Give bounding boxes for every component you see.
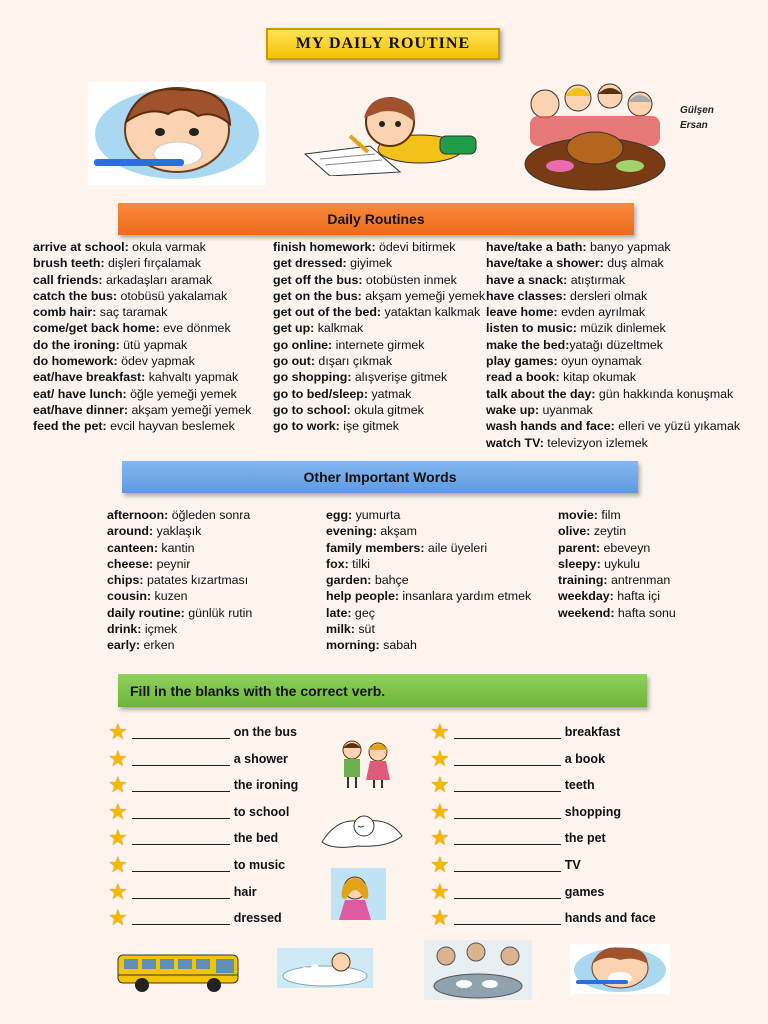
star-icon: ★ xyxy=(430,878,450,904)
brushing-teeth-small-image xyxy=(570,944,670,994)
vocab-english: drink: xyxy=(107,622,142,637)
other-words-column-3 xyxy=(558,507,676,621)
daily-routines-column-3 xyxy=(486,239,740,451)
answer-blank[interactable] xyxy=(454,805,561,819)
vocab-turkish: öğle yemeği yemek xyxy=(126,386,237,401)
daily-routines-column-2 xyxy=(273,239,485,435)
star-icon: ★ xyxy=(430,772,450,798)
vocab-row xyxy=(326,605,531,621)
vocab-english: weekday: xyxy=(558,589,614,604)
vocab-english: finish homework: xyxy=(273,240,376,254)
vocab-row xyxy=(326,540,531,556)
vocab-turkish: banyo yapmak xyxy=(586,240,671,254)
vocab-turkish: saç taramak xyxy=(96,305,168,320)
exercise-item xyxy=(430,798,621,824)
vocab-turkish: giyimek xyxy=(346,256,393,271)
vocab-turkish: otobüsten inmek xyxy=(362,272,457,287)
fill-blanks-banner xyxy=(118,674,647,707)
homework-boy-image xyxy=(300,94,480,176)
vocab-turkish: akşam yemeği yemek xyxy=(361,288,486,303)
vocab-row xyxy=(273,239,485,255)
vocab-row xyxy=(326,556,531,572)
vocab-english: afternoon: xyxy=(107,508,169,522)
vocab-english: cousin: xyxy=(107,589,152,604)
vocab-row xyxy=(558,572,676,588)
vocab-turkish: evcil hayvan beslemek xyxy=(106,419,235,434)
answer-blank[interactable] xyxy=(132,752,230,766)
exercise-phrase: the ironing xyxy=(233,778,299,793)
exercise-phrase: a book xyxy=(564,751,606,766)
exercise-item xyxy=(430,878,605,904)
exercise-phrase: shopping xyxy=(564,804,621,819)
vocab-english: go shopping: xyxy=(273,370,352,385)
vocab-turkish: müzik dinlemek xyxy=(576,321,666,336)
vocab-english: eat/ have lunch: xyxy=(33,386,127,401)
vocab-row xyxy=(107,507,252,523)
vocab-turkish: öğleden sonra xyxy=(168,508,251,522)
vocab-row xyxy=(486,255,740,271)
vocab-row xyxy=(273,353,485,369)
daily-routines-column-1 xyxy=(33,239,251,435)
answer-blank[interactable] xyxy=(454,885,561,899)
vocab-row xyxy=(273,369,485,385)
vocab-turkish: arkadaşları aramak xyxy=(102,272,213,287)
family-meal-image xyxy=(424,940,532,1000)
vocab-english: daily routine: xyxy=(107,605,185,620)
vocab-english: eat/have breakfast: xyxy=(33,370,146,385)
family-dinner-image xyxy=(520,82,670,194)
vocab-turkish: hafta içi xyxy=(613,589,660,604)
vocab-row xyxy=(107,556,252,572)
vocab-turkish: akşam xyxy=(376,524,417,539)
exercise-phrase: to music xyxy=(233,858,286,872)
school-bus-image xyxy=(116,951,242,993)
vocab-row xyxy=(486,386,740,402)
vocab-turkish: duş almak xyxy=(603,256,664,271)
daily-routines-heading: Daily Routines xyxy=(327,211,425,227)
vocab-row xyxy=(107,588,252,604)
vocab-english: milk: xyxy=(326,622,355,637)
vocab-english: catch the bus: xyxy=(33,288,117,303)
vocab-turkish: ödevi bitirmek xyxy=(375,240,456,254)
vocab-turkish: ödev yapmak xyxy=(117,354,195,369)
vocab-english: have/take a bath: xyxy=(486,240,587,254)
vocab-row xyxy=(486,337,740,353)
exercise-item xyxy=(430,719,621,744)
exercise-phrase: on the bus xyxy=(233,725,297,739)
vocab-turkish: sabah xyxy=(379,638,417,653)
vocab-turkish: oyun oynamak xyxy=(557,354,642,369)
vocab-english: wash hands and face: xyxy=(486,419,615,434)
answer-blank[interactable] xyxy=(132,805,230,819)
vocab-row xyxy=(558,507,676,523)
exercise-phrase: hair xyxy=(233,884,257,899)
vocab-english: early: xyxy=(107,638,141,653)
vocab-english: around: xyxy=(107,524,154,539)
vocab-row xyxy=(273,402,485,418)
answer-blank[interactable] xyxy=(132,858,230,872)
vocab-turkish: yatağı düzeltmek xyxy=(569,337,663,352)
vocab-english: training: xyxy=(558,573,608,588)
answer-blank[interactable] xyxy=(454,752,561,766)
exercise-item xyxy=(430,852,581,877)
vocab-row xyxy=(486,288,740,304)
vocab-english: make the bed: xyxy=(486,337,570,352)
vocab-english: get out of the bed: xyxy=(273,305,382,320)
vocab-english: late: xyxy=(326,605,352,620)
exercise-item xyxy=(108,772,299,798)
vocab-english: go out: xyxy=(273,354,315,369)
vocab-turkish: akşam yemeği yemek xyxy=(128,402,252,417)
vocab-turkish: uyanmak xyxy=(539,402,593,417)
kids-image xyxy=(338,738,394,790)
answer-blank[interactable] xyxy=(454,725,561,739)
vocab-row xyxy=(33,402,251,418)
exercise-phrase: a shower xyxy=(233,751,288,766)
vocab-english: call friends: xyxy=(33,272,103,287)
vocab-english: olive: xyxy=(558,524,591,539)
vocab-english: watch TV: xyxy=(486,435,544,450)
vocab-english: go to school: xyxy=(273,402,351,417)
vocab-row xyxy=(486,239,740,255)
vocab-row xyxy=(33,288,251,304)
vocab-turkish: kalkmak xyxy=(314,321,364,336)
vocab-english: fox: xyxy=(326,556,349,571)
vocab-row xyxy=(33,272,251,288)
vocab-row xyxy=(486,353,740,369)
vocab-turkish: bahçe xyxy=(371,573,409,588)
vocab-turkish: elleri ve yüzü yıkamak xyxy=(614,419,741,434)
exercise-item xyxy=(108,825,279,851)
vocab-row xyxy=(326,572,531,588)
vocab-turkish: film xyxy=(597,508,621,522)
vocab-turkish: peynir xyxy=(153,556,191,571)
vocab-turkish: zeytin xyxy=(590,524,627,539)
vocab-english: chips: xyxy=(107,573,144,588)
exercise-phrase: hands and face xyxy=(564,911,656,926)
vocab-turkish: okula varmak xyxy=(128,240,206,254)
vocab-row xyxy=(558,605,676,621)
vocab-row xyxy=(33,369,251,385)
vocab-english: come/get back home: xyxy=(33,321,160,336)
vocab-turkish: günlük rutin xyxy=(184,605,253,620)
star-icon: ★ xyxy=(108,852,128,877)
exercise-item xyxy=(430,905,656,931)
other-words-heading: Other Important Words xyxy=(303,469,457,485)
answer-blank[interactable] xyxy=(132,885,230,899)
vocab-turkish: işe gitmek xyxy=(339,419,399,434)
vocab-turkish: süt xyxy=(354,622,375,637)
vocab-turkish: yataktan kalkmak xyxy=(381,305,481,320)
exercise-phrase: to school xyxy=(233,804,290,819)
other-words-banner xyxy=(122,461,638,493)
vocab-row xyxy=(107,523,252,539)
exercise-phrase: the pet xyxy=(564,831,606,846)
answer-blank[interactable] xyxy=(454,778,561,792)
vocab-row xyxy=(107,605,252,621)
author-name xyxy=(680,103,714,133)
star-icon: ★ xyxy=(430,745,450,771)
vocab-turkish: ütü yapmak xyxy=(119,337,188,352)
vocab-turkish: geç xyxy=(351,605,375,620)
vocab-english: help people: xyxy=(326,589,399,604)
vocab-turkish: yatmak xyxy=(368,386,412,401)
vocab-row xyxy=(326,507,531,523)
vocab-row xyxy=(273,272,485,288)
vocab-turkish: evden ayrılmak xyxy=(557,305,646,320)
exercise-item xyxy=(108,798,290,824)
exercise-phrase: the bed xyxy=(233,831,279,846)
vocab-row xyxy=(486,272,740,288)
vocab-english: get off the bus: xyxy=(273,272,363,287)
vocab-english: parent: xyxy=(558,540,600,555)
vocab-turkish: televizyon izlemek xyxy=(543,435,648,450)
vocab-row xyxy=(326,588,531,604)
vocab-turkish: otobüsü yakalamak xyxy=(117,288,228,303)
exercise-item xyxy=(430,825,606,851)
page-title: MY DAILY ROUTINE xyxy=(266,28,500,60)
vocab-english: have/take a shower: xyxy=(486,256,604,271)
vocab-row xyxy=(486,320,740,336)
vocab-turkish: dersleri olmak xyxy=(566,288,648,303)
vocab-turkish: dişleri fırçalamak xyxy=(104,256,201,271)
star-icon: ★ xyxy=(108,798,128,824)
vocab-english: comb hair: xyxy=(33,305,97,320)
answer-blank[interactable] xyxy=(132,831,230,845)
vocab-english: listen to music: xyxy=(486,321,577,336)
vocab-turkish: atıştırmak xyxy=(567,272,626,287)
vocab-english: go to work: xyxy=(273,419,340,434)
vocab-turkish: kitap okumak xyxy=(559,370,637,385)
girl-hair-image xyxy=(331,868,386,920)
vocab-row xyxy=(273,337,485,353)
vocab-english: get dressed: xyxy=(273,256,347,271)
vocab-english: do homework: xyxy=(33,354,118,369)
other-words-column-2 xyxy=(326,507,531,654)
vocab-english: eat/have dinner: xyxy=(33,402,129,417)
vocab-row xyxy=(107,637,252,653)
star-icon: ★ xyxy=(108,878,128,904)
exercise-phrase: breakfast xyxy=(564,725,621,739)
vocab-row xyxy=(326,523,531,539)
star-icon: ★ xyxy=(430,719,450,744)
vocab-turkish: uykulu xyxy=(600,556,640,571)
vocab-turkish: internete girmek xyxy=(332,337,425,352)
vocab-turkish: erken xyxy=(140,638,175,653)
vocab-english: cheese: xyxy=(107,556,154,571)
vocab-turkish: tilki xyxy=(348,556,371,571)
vocab-turkish: kantin xyxy=(157,540,195,555)
vocab-row xyxy=(33,418,251,434)
answer-blank[interactable] xyxy=(454,831,561,845)
vocab-row xyxy=(558,523,676,539)
vocab-turkish: yumurta xyxy=(352,508,401,522)
vocab-row xyxy=(33,239,251,255)
vocab-turkish: ebeveyn xyxy=(600,540,651,555)
vocab-row xyxy=(107,572,252,588)
vocab-english: brush teeth: xyxy=(33,256,105,271)
vocab-english: sleepy: xyxy=(558,556,601,571)
vocab-english: leave home: xyxy=(486,305,558,320)
vocab-turkish: yaklaşık xyxy=(153,524,202,539)
vocab-english: wake up: xyxy=(486,402,540,417)
star-icon: ★ xyxy=(430,798,450,824)
vocab-turkish: gün hakkında konuşmak xyxy=(595,386,734,401)
author-first-name: Gülşen xyxy=(680,105,714,116)
vocab-row xyxy=(486,402,740,418)
vocab-turkish: aile üyeleri xyxy=(424,540,488,555)
vocab-row xyxy=(33,353,251,369)
vocab-english: canteen: xyxy=(107,540,158,555)
exercise-item xyxy=(430,745,606,771)
vocab-row xyxy=(486,304,740,320)
author-last-name: Ersan xyxy=(680,120,708,131)
vocab-english: do the ironing: xyxy=(33,337,120,352)
vocab-row xyxy=(486,369,740,385)
star-icon: ★ xyxy=(108,772,128,798)
exercise-phrase: dressed xyxy=(233,911,282,926)
answer-blank[interactable] xyxy=(454,858,561,872)
answer-blank[interactable] xyxy=(132,725,230,739)
exercise-phrase: TV xyxy=(564,858,581,872)
vocab-english: get up: xyxy=(273,321,315,336)
vocab-english: egg: xyxy=(326,508,353,522)
vocab-row xyxy=(558,588,676,604)
exercise-item xyxy=(108,745,288,771)
vocab-row xyxy=(558,540,676,556)
vocab-row xyxy=(486,435,740,451)
vocab-turkish: antrenman xyxy=(607,573,671,588)
answer-blank[interactable] xyxy=(132,778,230,792)
vocab-row xyxy=(486,418,740,434)
vocab-english: go online: xyxy=(273,337,333,352)
vocab-english: feed the pet: xyxy=(33,419,107,434)
vocab-row xyxy=(107,540,252,556)
vocab-row xyxy=(33,337,251,353)
answer-blank[interactable] xyxy=(132,911,230,925)
vocab-row xyxy=(33,320,251,336)
exercise-phrase: teeth xyxy=(564,778,595,793)
vocab-row xyxy=(273,255,485,271)
star-icon: ★ xyxy=(108,905,128,931)
vocab-turkish: hafta sonu xyxy=(614,605,676,620)
star-icon: ★ xyxy=(108,825,128,851)
vocab-turkish: insanlara yardım etmek xyxy=(398,589,532,604)
brushing-teeth-image xyxy=(88,82,266,185)
vocab-turkish: alışverişe gitmek xyxy=(351,370,448,385)
exercise-item xyxy=(108,878,257,904)
vocab-turkish: kahvaltı yapmak xyxy=(145,370,239,385)
vocab-english: morning: xyxy=(326,638,380,653)
vocab-turkish: kuzen xyxy=(151,589,188,604)
star-icon: ★ xyxy=(108,719,128,744)
other-words-column-1 xyxy=(107,507,252,654)
fill-blanks-heading: Fill in the blanks with the correct verb. xyxy=(130,682,386,699)
bath-image xyxy=(277,948,373,988)
exercise-item xyxy=(108,905,282,931)
vocab-row xyxy=(558,556,676,572)
vocab-row xyxy=(33,255,251,271)
vocab-english: weekend: xyxy=(558,605,615,620)
vocab-english: have classes: xyxy=(486,288,567,303)
vocab-turkish: okula gitmek xyxy=(350,402,424,417)
vocab-english: get on the bus: xyxy=(273,288,362,303)
star-icon: ★ xyxy=(108,745,128,771)
vocab-turkish: eve dönmek xyxy=(159,321,231,336)
vocab-english: movie: xyxy=(558,508,598,522)
vocab-row xyxy=(273,288,485,304)
exercise-item xyxy=(108,719,297,744)
star-icon: ★ xyxy=(430,825,450,851)
vocab-row xyxy=(273,304,485,320)
vocab-row xyxy=(273,320,485,336)
vocab-english: arrive at school: xyxy=(33,240,129,254)
star-icon: ★ xyxy=(430,905,450,931)
vocab-turkish: içmek xyxy=(141,622,178,637)
star-icon: ★ xyxy=(430,852,450,877)
vocab-row xyxy=(33,304,251,320)
vocab-english: read a book: xyxy=(486,370,560,385)
exercise-item xyxy=(430,772,595,798)
vocab-row xyxy=(326,621,531,637)
exercise-phrase: games xyxy=(564,884,605,899)
vocab-english: family members: xyxy=(326,540,425,555)
exercise-item xyxy=(108,852,286,877)
vocab-row xyxy=(33,386,251,402)
vocab-row xyxy=(273,386,485,402)
vocab-english: play games: xyxy=(486,354,558,369)
vocab-english: have a snack: xyxy=(486,272,568,287)
vocab-row xyxy=(273,418,485,434)
daily-routines-banner xyxy=(118,203,634,235)
vocab-english: talk about the day: xyxy=(486,386,596,401)
sleeping-image xyxy=(318,806,406,850)
answer-blank[interactable] xyxy=(454,911,561,925)
vocab-row xyxy=(326,637,531,653)
vocab-english: evening: xyxy=(326,524,377,539)
vocab-row xyxy=(107,621,252,637)
vocab-turkish: patates kızartması xyxy=(143,573,249,588)
vocab-turkish: dışarı çıkmak xyxy=(314,354,393,369)
vocab-english: garden: xyxy=(326,573,372,588)
vocab-english: go to bed/sleep: xyxy=(273,386,368,401)
